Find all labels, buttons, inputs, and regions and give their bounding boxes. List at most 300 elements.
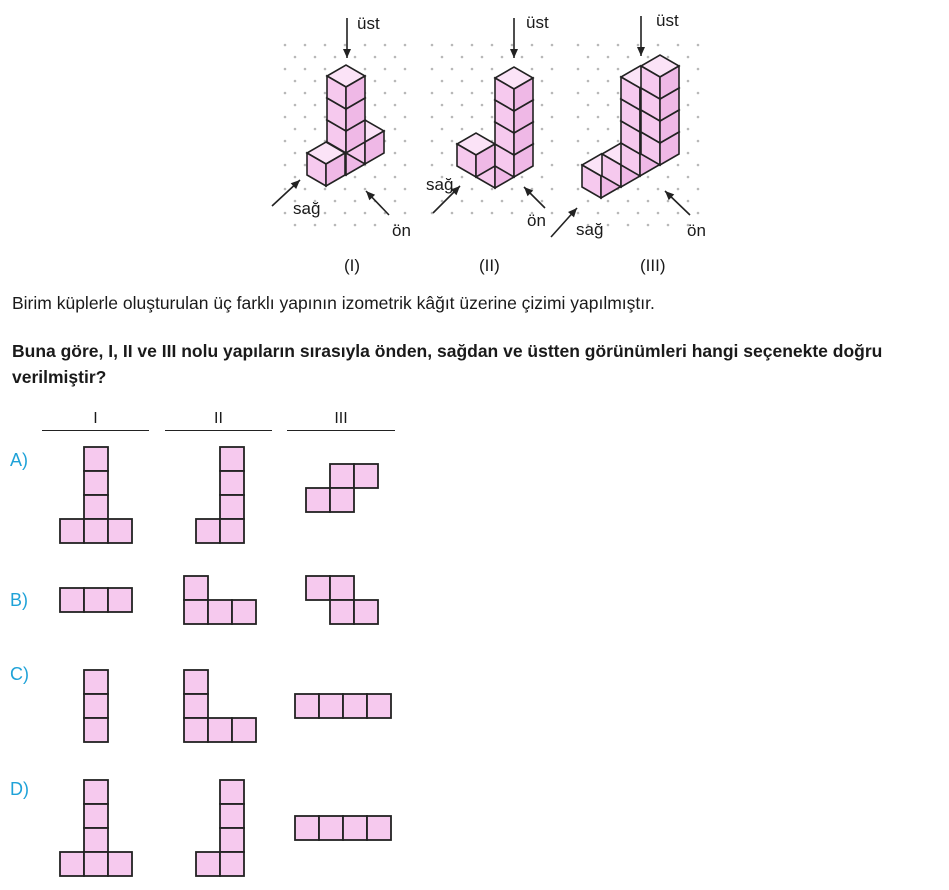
isometric-figure bbox=[0, 0, 949, 280]
grid-dot bbox=[324, 116, 327, 119]
view-square bbox=[220, 471, 244, 495]
grid-dot bbox=[697, 68, 700, 71]
structure-label-2: (II) bbox=[479, 256, 500, 275]
grid-dot bbox=[597, 44, 600, 47]
grid-dot bbox=[541, 104, 544, 107]
grid-dot bbox=[461, 104, 464, 107]
option-b-view-1 bbox=[60, 588, 132, 612]
grid-dot bbox=[404, 92, 407, 95]
grid-dot bbox=[597, 92, 600, 95]
grid-dot bbox=[304, 140, 307, 143]
grid-dot bbox=[374, 80, 377, 83]
grid-dot bbox=[471, 44, 474, 47]
grid-dot bbox=[577, 92, 580, 95]
grid-dot bbox=[304, 92, 307, 95]
grid-dot bbox=[451, 164, 454, 167]
grid-dot bbox=[471, 188, 474, 191]
grid-dot bbox=[551, 212, 554, 215]
grid-dot bbox=[697, 212, 700, 215]
grid-dot bbox=[491, 68, 494, 71]
grid-dot bbox=[501, 200, 504, 203]
structure-label-1: (I) bbox=[344, 256, 361, 275]
grid-dot bbox=[394, 152, 397, 155]
grid-dot bbox=[551, 116, 554, 119]
option-c-view-2 bbox=[184, 670, 256, 742]
grid-dot bbox=[304, 68, 307, 71]
grid-dot bbox=[324, 44, 327, 47]
grid-dot bbox=[284, 44, 287, 47]
grid-dot bbox=[627, 56, 630, 59]
view-square bbox=[306, 488, 330, 512]
grid-dot bbox=[687, 128, 690, 131]
grid-dot bbox=[394, 128, 397, 131]
option-d-label[interactable]: D) bbox=[10, 779, 29, 799]
view-square bbox=[220, 447, 244, 471]
grid-dot bbox=[667, 56, 670, 59]
grid-dot bbox=[551, 140, 554, 143]
view-square bbox=[343, 694, 367, 718]
grid-dot bbox=[304, 116, 307, 119]
option-a-view-2 bbox=[196, 447, 244, 543]
grid-dot bbox=[294, 224, 297, 227]
grid-dot bbox=[284, 188, 287, 191]
grid-dot bbox=[607, 80, 610, 83]
grid-dot bbox=[394, 104, 397, 107]
grid-dot bbox=[667, 176, 670, 179]
grid-dot bbox=[364, 212, 367, 215]
grid-dot bbox=[441, 152, 444, 155]
grid-dot bbox=[521, 176, 524, 179]
option-d-view-3 bbox=[295, 816, 391, 840]
view-square bbox=[108, 519, 132, 543]
grid-dot bbox=[587, 80, 590, 83]
grid-dot bbox=[617, 44, 620, 47]
grid-dot bbox=[697, 188, 700, 191]
grid-dot bbox=[431, 68, 434, 71]
column-header-1: I bbox=[42, 410, 149, 431]
grid-dot bbox=[364, 44, 367, 47]
grid-dot bbox=[541, 200, 544, 203]
grid-dot bbox=[284, 116, 287, 119]
view-square bbox=[367, 694, 391, 718]
grid-dot bbox=[481, 200, 484, 203]
grid-dot bbox=[597, 140, 600, 143]
grid-dot bbox=[394, 176, 397, 179]
grid-dot bbox=[374, 104, 377, 107]
view-square bbox=[232, 600, 256, 624]
grid-dot bbox=[374, 56, 377, 59]
grid-dot bbox=[284, 140, 287, 143]
view-square bbox=[84, 670, 108, 694]
view-square bbox=[84, 804, 108, 828]
grid-dot bbox=[481, 128, 484, 131]
grid-dot bbox=[431, 92, 434, 95]
grid-dot bbox=[451, 116, 454, 119]
grid-dot bbox=[587, 56, 590, 59]
grid-dot bbox=[697, 116, 700, 119]
option-c-label[interactable]: C) bbox=[10, 664, 29, 684]
grid-dot bbox=[491, 188, 494, 191]
grid-dot bbox=[344, 188, 347, 191]
label-right-2: sağ bbox=[426, 175, 454, 194]
grid-dot bbox=[384, 68, 387, 71]
grid-dot bbox=[451, 212, 454, 215]
grid-dot bbox=[587, 128, 590, 131]
view-square bbox=[84, 447, 108, 471]
view-arrow bbox=[551, 208, 577, 237]
grid-dot bbox=[617, 92, 620, 95]
grid-dot bbox=[667, 224, 670, 227]
view-square bbox=[354, 464, 378, 488]
grid-dot bbox=[284, 68, 287, 71]
label-front-3: ön bbox=[687, 221, 706, 240]
view-square bbox=[84, 828, 108, 852]
grid-dot bbox=[637, 44, 640, 47]
grid-dot bbox=[294, 128, 297, 131]
grid-dot bbox=[687, 200, 690, 203]
view-square bbox=[330, 576, 354, 600]
grid-dot bbox=[647, 200, 650, 203]
grid-dot bbox=[344, 212, 347, 215]
option-b-label[interactable]: B) bbox=[10, 590, 28, 610]
grid-dot bbox=[627, 224, 630, 227]
grid-dot bbox=[667, 200, 670, 203]
view-square bbox=[184, 694, 208, 718]
grid-dot bbox=[344, 44, 347, 47]
view-arrow bbox=[510, 18, 518, 58]
view-square bbox=[208, 600, 232, 624]
grid-dot bbox=[314, 128, 317, 131]
grid-dot bbox=[441, 200, 444, 203]
view-square bbox=[220, 804, 244, 828]
grid-dot bbox=[551, 164, 554, 167]
grid-dot bbox=[374, 224, 377, 227]
grid-dot bbox=[577, 164, 580, 167]
view-square bbox=[184, 576, 208, 600]
grid-dot bbox=[577, 188, 580, 191]
grid-dot bbox=[324, 92, 327, 95]
grid-dot bbox=[354, 200, 357, 203]
option-b-view-2 bbox=[184, 576, 256, 624]
grid-dot bbox=[294, 80, 297, 83]
grid-dot bbox=[541, 128, 544, 131]
grid-dot bbox=[687, 104, 690, 107]
view-square bbox=[84, 694, 108, 718]
grid-dot bbox=[677, 188, 680, 191]
grid-dot bbox=[607, 56, 610, 59]
view-square bbox=[60, 852, 84, 876]
view-square bbox=[295, 816, 319, 840]
grid-dot bbox=[324, 212, 327, 215]
view-square bbox=[220, 852, 244, 876]
grid-dot bbox=[461, 80, 464, 83]
grid-dot bbox=[324, 68, 327, 71]
view-square bbox=[330, 464, 354, 488]
grid-dot bbox=[491, 44, 494, 47]
grid-dot bbox=[657, 44, 660, 47]
label-right-1: sağ bbox=[293, 199, 321, 218]
grid-dot bbox=[404, 68, 407, 71]
view-square bbox=[343, 816, 367, 840]
grid-dot bbox=[647, 56, 650, 59]
view-square bbox=[354, 600, 378, 624]
view-arrow bbox=[524, 187, 545, 208]
grid-dot bbox=[284, 92, 287, 95]
grid-dot bbox=[441, 104, 444, 107]
view-arrow bbox=[637, 16, 645, 56]
grid-dot bbox=[577, 44, 580, 47]
grid-dot bbox=[597, 212, 600, 215]
column-header-2: II bbox=[165, 410, 272, 431]
grid-dot bbox=[294, 56, 297, 59]
option-a-label[interactable]: A) bbox=[10, 450, 28, 470]
view-square bbox=[330, 488, 354, 512]
option-c-view-1 bbox=[84, 670, 108, 742]
grid-dot bbox=[587, 200, 590, 203]
grid-dot bbox=[461, 56, 464, 59]
grid-dot bbox=[687, 80, 690, 83]
grid-dot bbox=[304, 188, 307, 191]
option-b-view-3 bbox=[306, 576, 378, 624]
option-d-view-2 bbox=[196, 780, 244, 876]
grid-dot bbox=[354, 176, 357, 179]
grid-dot bbox=[471, 212, 474, 215]
grid-dot bbox=[471, 68, 474, 71]
view-square bbox=[84, 471, 108, 495]
option-c-view-3 bbox=[295, 694, 391, 718]
grid-dot bbox=[617, 68, 620, 71]
grid-dot bbox=[647, 224, 650, 227]
grid-dot bbox=[394, 200, 397, 203]
view-square bbox=[232, 718, 256, 742]
grid-dot bbox=[314, 80, 317, 83]
grid-dot bbox=[451, 68, 454, 71]
view-square bbox=[184, 670, 208, 694]
grid-dot bbox=[471, 92, 474, 95]
grid-dot bbox=[364, 188, 367, 191]
grid-dot bbox=[384, 92, 387, 95]
grid-dot bbox=[587, 152, 590, 155]
view-arrow bbox=[343, 18, 351, 58]
option-a-view-1 bbox=[60, 447, 132, 543]
grid-dot bbox=[364, 68, 367, 71]
grid-dot bbox=[687, 176, 690, 179]
grid-dot bbox=[647, 176, 650, 179]
grid-dot bbox=[697, 140, 700, 143]
grid-dot bbox=[481, 56, 484, 59]
grid-dot bbox=[294, 104, 297, 107]
grid-dot bbox=[284, 212, 287, 215]
view-square bbox=[84, 718, 108, 742]
view-square bbox=[196, 519, 220, 543]
view-square bbox=[295, 694, 319, 718]
view-square bbox=[196, 852, 220, 876]
view-arrow bbox=[366, 191, 389, 215]
view-square bbox=[60, 588, 84, 612]
grid-dot bbox=[334, 56, 337, 59]
label-front-2: ön bbox=[527, 211, 546, 230]
grid-dot bbox=[501, 56, 504, 59]
grid-dot bbox=[314, 104, 317, 107]
grid-dot bbox=[461, 200, 464, 203]
grid-dot bbox=[294, 152, 297, 155]
grid-dot bbox=[431, 140, 434, 143]
grid-dot bbox=[481, 80, 484, 83]
grid-dot bbox=[577, 116, 580, 119]
grid-dot bbox=[441, 128, 444, 131]
grid-dot bbox=[541, 56, 544, 59]
view-square bbox=[84, 588, 108, 612]
view-square bbox=[319, 816, 343, 840]
structure-label-3: (III) bbox=[640, 256, 666, 275]
grid-dot bbox=[521, 200, 524, 203]
grid-dot bbox=[607, 224, 610, 227]
view-square bbox=[84, 852, 108, 876]
grid-dot bbox=[451, 44, 454, 47]
question-text: Buna göre, I, II ve III nolu yapıların sırasıyla önden, sağdan ve üstten görünümleri hangi seçenekte doğru verilmiştir? bbox=[12, 341, 883, 387]
grid-dot bbox=[637, 188, 640, 191]
view-square bbox=[208, 718, 232, 742]
grid-dot bbox=[687, 152, 690, 155]
grid-dot bbox=[404, 188, 407, 191]
option-d-view-1 bbox=[60, 780, 132, 876]
grid-dot bbox=[677, 164, 680, 167]
view-square bbox=[367, 816, 391, 840]
grid-dot bbox=[697, 44, 700, 47]
grid-dot bbox=[521, 56, 524, 59]
view-square bbox=[184, 718, 208, 742]
grid-dot bbox=[607, 104, 610, 107]
view-square bbox=[108, 852, 132, 876]
view-square bbox=[220, 828, 244, 852]
grid-dot bbox=[677, 44, 680, 47]
grid-dot bbox=[384, 116, 387, 119]
grid-dot bbox=[431, 44, 434, 47]
grid-dot bbox=[294, 176, 297, 179]
view-square bbox=[84, 495, 108, 519]
grid-dot bbox=[304, 44, 307, 47]
grid-dot bbox=[617, 212, 620, 215]
grid-dot bbox=[531, 68, 534, 71]
grid-dot bbox=[551, 44, 554, 47]
grid-dot bbox=[541, 152, 544, 155]
grid-dot bbox=[511, 212, 514, 215]
grid-dot bbox=[617, 140, 620, 143]
grid-dot bbox=[531, 44, 534, 47]
option-a-view-3 bbox=[306, 464, 378, 512]
grid-dot bbox=[541, 176, 544, 179]
grid-dot bbox=[541, 80, 544, 83]
view-square bbox=[108, 588, 132, 612]
grid-dot bbox=[404, 44, 407, 47]
grid-dot bbox=[627, 200, 630, 203]
grid-dot bbox=[491, 212, 494, 215]
view-arrow bbox=[665, 191, 690, 215]
view-square bbox=[220, 780, 244, 804]
grid-dot bbox=[551, 188, 554, 191]
grid-dot bbox=[577, 68, 580, 71]
view-square bbox=[220, 495, 244, 519]
grid-dot bbox=[491, 116, 494, 119]
grid-dot bbox=[697, 92, 700, 95]
grid-dot bbox=[404, 212, 407, 215]
grid-dot bbox=[637, 212, 640, 215]
view-square bbox=[184, 600, 208, 624]
grid-dot bbox=[394, 80, 397, 83]
grid-dot bbox=[687, 56, 690, 59]
grid-dot bbox=[451, 140, 454, 143]
grid-dot bbox=[697, 164, 700, 167]
grid-dot bbox=[384, 188, 387, 191]
grid-dot bbox=[304, 164, 307, 167]
grid-dot bbox=[597, 116, 600, 119]
grid-dot bbox=[657, 212, 660, 215]
view-square bbox=[60, 519, 84, 543]
label-right-3: sağ bbox=[576, 220, 604, 239]
grid-dot bbox=[334, 200, 337, 203]
grid-dot bbox=[471, 116, 474, 119]
view-square bbox=[330, 600, 354, 624]
grid-dot bbox=[384, 164, 387, 167]
grid-dot bbox=[441, 56, 444, 59]
grid-dot bbox=[617, 116, 620, 119]
grid-dot bbox=[314, 224, 317, 227]
grid-dot bbox=[354, 56, 357, 59]
grid-dot bbox=[334, 224, 337, 227]
view-square bbox=[220, 519, 244, 543]
isometric-cubes bbox=[307, 55, 679, 198]
view-square bbox=[84, 519, 108, 543]
grid-dot bbox=[551, 92, 554, 95]
grid-dot bbox=[431, 116, 434, 119]
grid-dot bbox=[404, 164, 407, 167]
view-square bbox=[84, 780, 108, 804]
grid-dot bbox=[451, 92, 454, 95]
grid-dot bbox=[511, 44, 514, 47]
grid-dot bbox=[587, 104, 590, 107]
grid-dot bbox=[374, 176, 377, 179]
grid-dot bbox=[511, 188, 514, 191]
grid-dot bbox=[551, 68, 554, 71]
grid-dot bbox=[491, 92, 494, 95]
grid-dot bbox=[314, 56, 317, 59]
grid-dot bbox=[461, 128, 464, 131]
label-top-1: üst bbox=[357, 14, 380, 33]
label-top-2: üst bbox=[526, 13, 549, 32]
grid-dot bbox=[431, 164, 434, 167]
grid-dot bbox=[657, 188, 660, 191]
question-stem: Birim küplerle oluşturulan üç farklı yapının izometrik kâğıt üzerine çizimi yapılmıştır. bbox=[12, 293, 655, 313]
label-top-3: üst bbox=[656, 11, 679, 30]
grid-dot bbox=[607, 200, 610, 203]
grid-dot bbox=[481, 104, 484, 107]
grid-dot bbox=[404, 140, 407, 143]
grid-dot bbox=[607, 128, 610, 131]
grid-dot bbox=[597, 68, 600, 71]
grid-dot bbox=[577, 140, 580, 143]
column-header-3: III bbox=[287, 410, 395, 431]
label-front-1: ön bbox=[392, 221, 411, 240]
grid-dot bbox=[324, 188, 327, 191]
grid-dot bbox=[404, 116, 407, 119]
view-square bbox=[319, 694, 343, 718]
grid-dot bbox=[677, 212, 680, 215]
grid-dot bbox=[284, 164, 287, 167]
view-square bbox=[306, 576, 330, 600]
grid-dot bbox=[577, 212, 580, 215]
grid-dot bbox=[441, 80, 444, 83]
grid-dot bbox=[384, 44, 387, 47]
